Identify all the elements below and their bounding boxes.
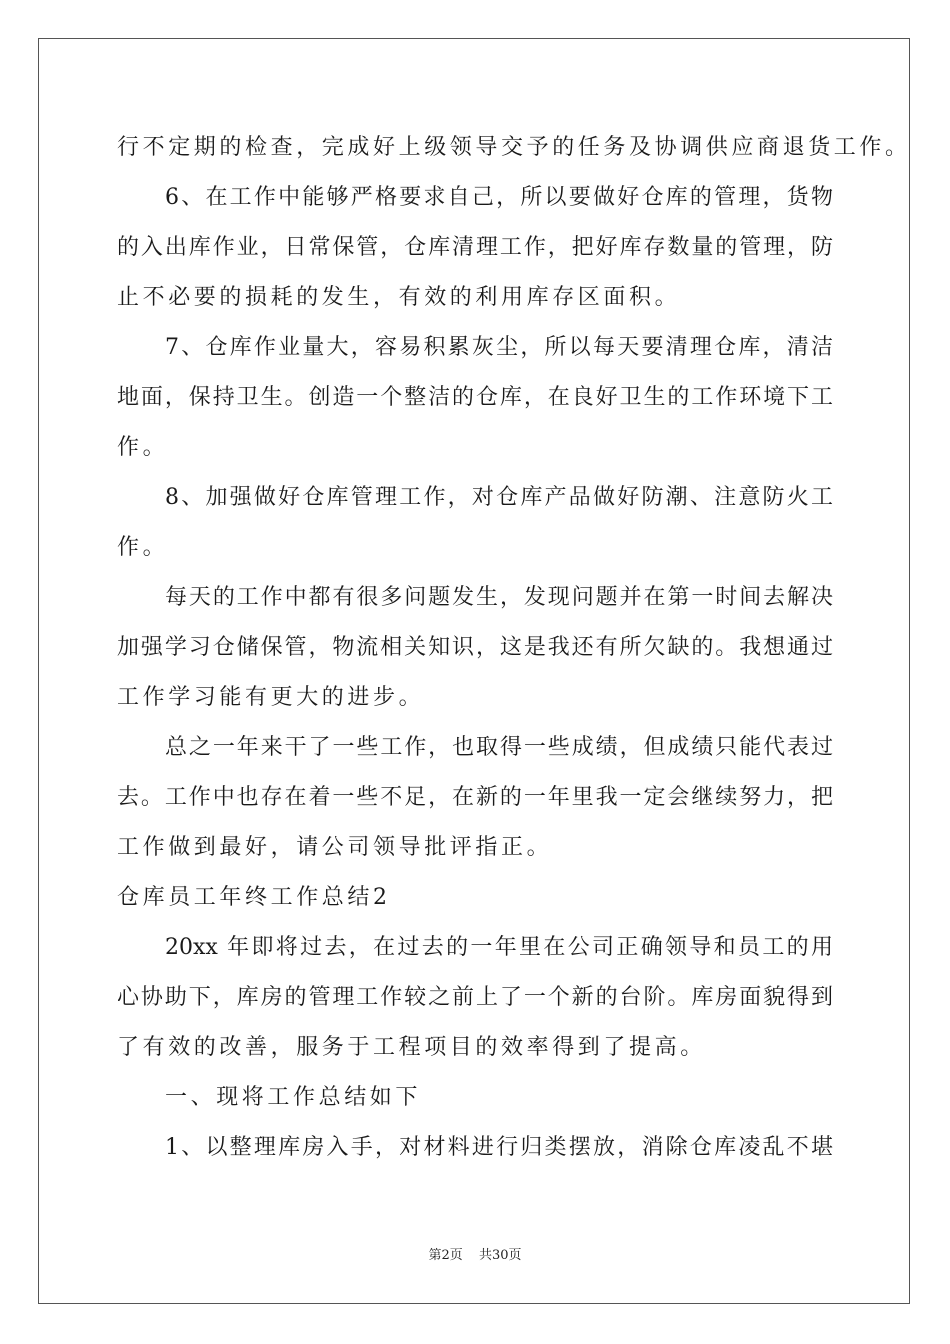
total-pages: 共30页 xyxy=(478,1248,522,1263)
text-line: 去。工作中也存在着一些不足，在新的一年里我一定会继续努力，把 xyxy=(117,785,833,810)
text-line: 每天的工作中都有很多问题发生，发现问题并在第一时间去解决 xyxy=(165,585,833,610)
text-line: 6、在工作中能够严格要求自己，所以要做好仓库的管理，货物 xyxy=(165,185,833,210)
text-line: 加强学习仓储保管，物流相关知识，这是我还有所欠缺的。我想通过 xyxy=(117,635,833,660)
text-line: 一、现将工作总结如下 xyxy=(165,1085,422,1110)
text-line: 作。 xyxy=(117,435,169,460)
text-line: 止不必要的损耗的发生，有效的利用库存区面积。 xyxy=(117,285,681,310)
text-line: 作。 xyxy=(117,535,169,560)
text-line: 仓库员工年终工作总结2 xyxy=(117,885,391,910)
text-line: 了有效的改善，服务于工程项目的效率得到了提高。 xyxy=(117,1035,706,1060)
text-line: 地面，保持卫生。创造一个整洁的仓库，在良好卫生的工作环境下工 xyxy=(117,385,833,410)
text-line: 7、仓库作业量大，容易积累灰尘，所以每天要清理仓库，清洁 xyxy=(165,335,833,360)
text-line: 总之一年来干了一些工作，也取得一些成绩，但成绩只能代表过 xyxy=(165,735,833,760)
text-line: 心协助下，库房的管理工作较之前上了一个新的台阶。库房面貌得到 xyxy=(117,985,833,1010)
text-line: 工作做到最好，请公司领导批评指正。 xyxy=(117,835,553,860)
text-line: 20xx 年即将过去，在过去的一年里在公司正确领导和员工的用 xyxy=(165,935,833,960)
document-body xyxy=(117,128,911,1178)
text-line: 1、以整理库房入手，对材料进行归类摆放，消除仓库凌乱不堪 xyxy=(165,1135,833,1160)
text-line: 工作学习能有更大的进步。 xyxy=(117,685,425,710)
page-footer xyxy=(0,1244,950,1263)
text-line: 8、加强做好仓库管理工作，对仓库产品做好防潮、注意防火工 xyxy=(165,485,833,510)
page-number: 第2页 xyxy=(428,1248,463,1263)
text-line: 的入出库作业，日常保管，仓库清理工作，把好库存数量的管理，防 xyxy=(117,235,833,260)
text-line: 行不定期的检查，完成好上级领导交予的任务及协调供应商退货工作。 xyxy=(117,135,911,160)
